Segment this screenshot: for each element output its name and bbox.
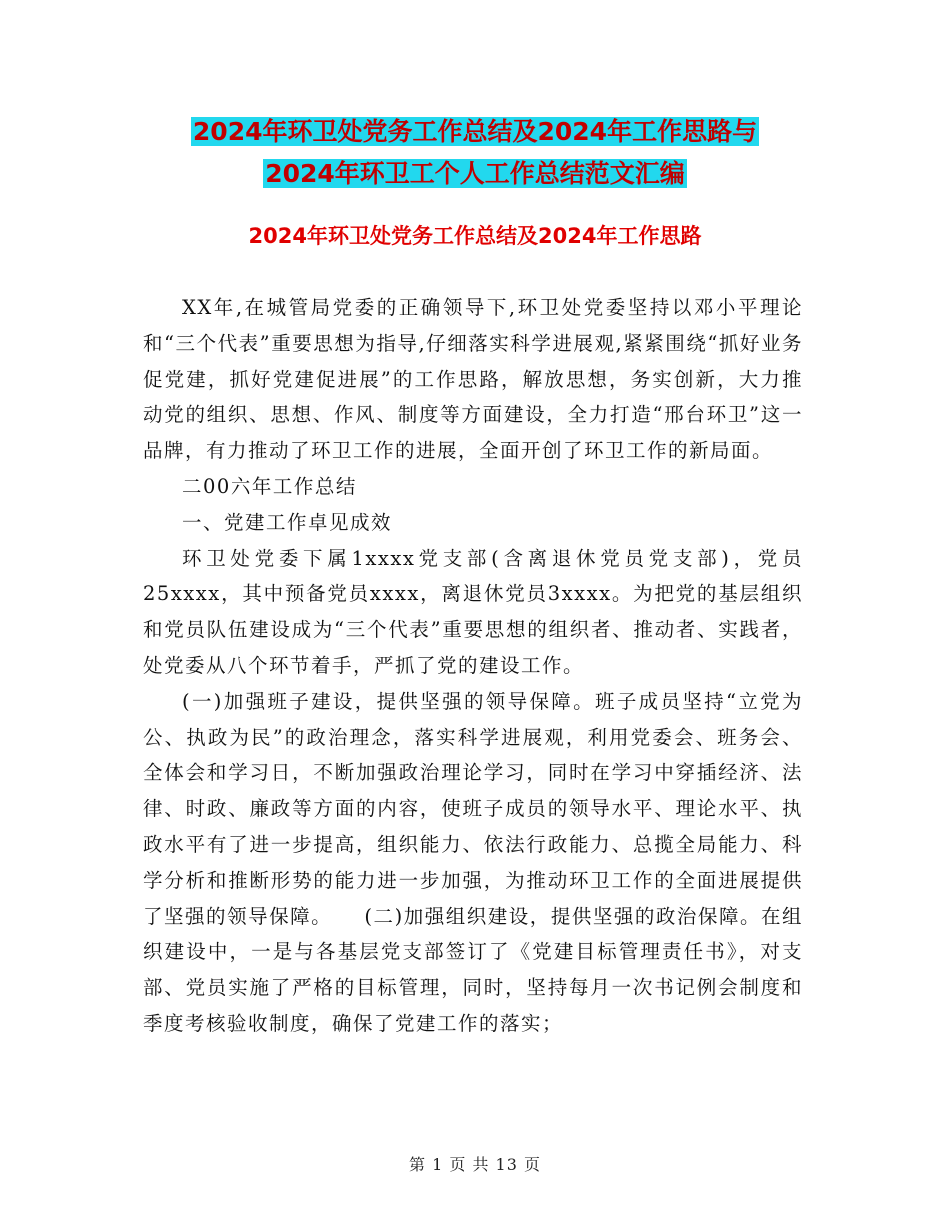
- page-footer: 第 1 页 共 13 页: [409, 1155, 541, 1174]
- title-highlight-1: 2024年环卫处党务工作总结及2024年工作思路与: [192, 117, 758, 146]
- body-paragraph: (一)加强班子建设，提供坚强的领导保障。班子成员坚持“立党为公、执政为民”的政治理念，落实科学进展观，利用党委会、班务会、全体会和学习日，不断加强政治理论学习，同时在学习中穿插经济、法律、时政、廉政等方面的内容，使班子成员的领导水平、理论水平、执政水平有了进一步提高，组织能力、依法行政能力、总揽全局能力、科学分析和推断形势的能力进一步加强，为推动环卫工作的全面进展提供了坚强的领导保障。 (二)加强组织建设，提供坚强的政治保障。在组织建设中，一是与各基层党支部签订了《党建目标管理责任书》，对支部、党员实施了严格的目标管理，同时，坚持每月一次书记例会制度和季度考核验收制度，确保了党建工作的落实；: [143, 689, 803, 1035]
- document-title-line-1: [0, 110, 950, 154]
- document-body: [143, 290, 803, 1042]
- section-heading: 一、党建工作卓见成效: [182, 510, 393, 534]
- title-highlight-2: 2024年环卫工个人工作总结范文汇编: [265, 159, 685, 188]
- document-title-line-2: [0, 152, 950, 196]
- section-heading: 二00六年工作总结: [182, 474, 357, 498]
- body-paragraph: 环卫处党委下属1xxxx党支部(含离退休党员党支部)，党员25xxxx，其中预备党员xxxx，离退休党员3xxxx。为把党的基层组织和党员队伍建设成为“三个代表”重要思想的组织者、推动者、实践者，处党委从八个环节着手，严抓了党的建设工作。: [143, 546, 803, 677]
- section-title: 2024年环卫处党务工作总结及2024年工作思路: [248, 224, 702, 248]
- body-paragraph: XX年,在城管局党委的正确领导下,环卫处党委坚持以邓小平理论和“三个代表”重要思想为指导,仔细落实科学进展观,紧紧围绕“抓好业务促党建，抓好党建促进展”的工作思路，解放思想，务实创新，大力推动党的组织、思想、作风、制度等方面建设，全力打造“邢台环卫”这一品牌，有力推动了环卫工作的进展，全面开创了环卫工作的新局面。: [143, 296, 803, 463]
